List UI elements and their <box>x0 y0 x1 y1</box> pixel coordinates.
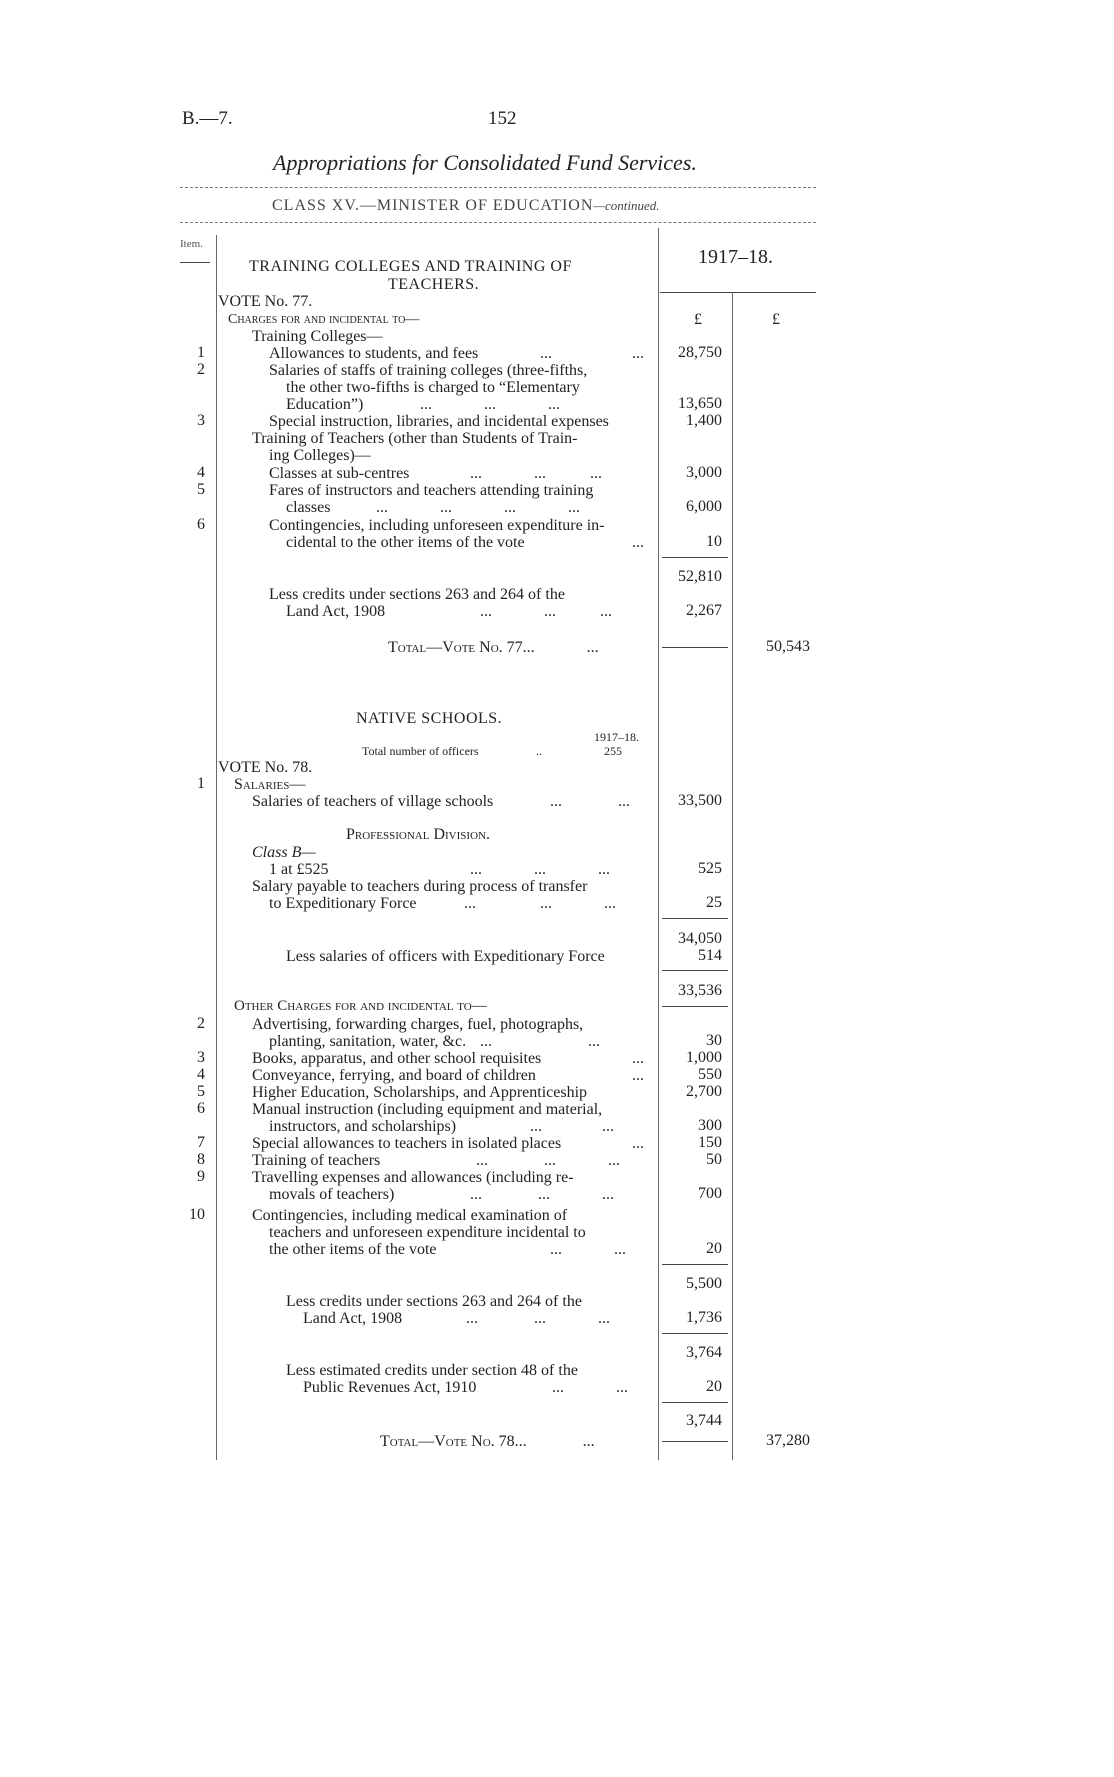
vote78-subtotal2: 33,536 <box>678 982 722 999</box>
vote78-label: VOTE No. 78. <box>218 759 313 776</box>
vote78-row2-amount: 30 <box>706 1032 722 1049</box>
vote77-total-label: Total—Vote No. 77... ... <box>388 639 599 656</box>
vote78-transfer-amount: 25 <box>706 894 722 911</box>
vote78-row8-text: Training of teachers <box>252 1152 381 1169</box>
vote77-row2-leader: ... ... ... <box>420 396 560 413</box>
vote77-row4-text: Classes at sub-centres <box>269 465 410 482</box>
vote78-row5-text: Higher Education, Scholarships, and Apprenticeship <box>252 1084 588 1101</box>
vote77-row3-amount: 1,400 <box>686 412 722 429</box>
vote77-heading-line1: TRAINING COLLEGES AND TRAINING OF <box>249 258 572 275</box>
amount-column-divider <box>658 228 659 1460</box>
class-heading-continued: —continued. <box>593 198 660 213</box>
vote77-less-leader: ... ... ... <box>480 603 612 620</box>
vote78-row6-line2: instructors, and scholarships) <box>269 1118 457 1135</box>
vote78-row6-line1: Manual instruction (including equipment and material, <box>252 1101 603 1118</box>
vote78-other-charges-heading: Other Charges for and incidental to— <box>234 998 487 1014</box>
vote78-item-5: 5 <box>197 1083 205 1100</box>
vote78-transfer-leader: ... ... ... <box>464 895 616 912</box>
vote77-item-2: 2 <box>197 361 205 378</box>
vote77-row2-amount: 13,650 <box>678 395 722 412</box>
vote78-less2-line2: Public Revenues Act, 1910 <box>303 1379 477 1396</box>
vote78-class-b-leader: ... ... ... <box>470 861 610 878</box>
vote78-row10-amount: 20 <box>706 1240 722 1257</box>
item-column-header: Item. <box>180 238 203 250</box>
vote77-heading-line2: TEACHERS. <box>388 276 480 293</box>
vote78-row9-line1: Travelling expenses and allowances (including re- <box>252 1169 574 1186</box>
header-rule <box>180 187 816 188</box>
vote78-row10-line3: the other items of the vote <box>269 1241 437 1258</box>
vote77-row4-leader: ... ... ... <box>470 465 602 482</box>
vote78-total-amount: 37,280 <box>766 1432 810 1449</box>
vote78-row4-text: Conveyance, ferrying, and board of children <box>252 1067 536 1084</box>
vote77-row5-line1: Fares of instructors and teachers attending training <box>269 482 594 499</box>
vote78-subtotal4-rule <box>662 1333 728 1334</box>
vote77-subtotal: 52,810 <box>678 568 722 585</box>
vote78-item-9: 9 <box>197 1168 205 1185</box>
vote78-subtotal5: 3,744 <box>686 1412 722 1429</box>
vote77-less-line1: Less credits under sections 263 and 264 of the <box>269 586 565 603</box>
vote78-transfer-line2: to Expeditionary Force <box>269 895 417 912</box>
vote78-salaries-text: Salaries of teachers of village schools <box>252 793 494 810</box>
vote78-less2-leader: ... ... <box>552 1379 628 1396</box>
vote78-heading: NATIVE SCHOOLS. <box>356 710 503 727</box>
vote77-row4-amount: 3,000 <box>686 464 722 481</box>
vote78-less2-line1: Less estimated credits under section 48 of the <box>286 1362 578 1379</box>
vote78-salaries-leader: ... ... <box>550 793 630 810</box>
vote77-row3-text: Special instruction, libraries, and incidental expenses <box>269 413 609 430</box>
vote77-row1-text: Allowances to students, and fees <box>269 345 479 362</box>
vote78-less1-line2: Land Act, 1908 <box>303 1310 403 1327</box>
vote78-row2-line2: planting, sanitation, water, &c. <box>269 1033 467 1050</box>
pound-sign-total: £ <box>772 311 780 328</box>
vote78-class-b-amount: 525 <box>698 860 722 877</box>
vote78-subtotal1: 34,050 <box>678 930 722 947</box>
vote78-item-4: 4 <box>197 1066 205 1083</box>
vote77-less-line2: Land Act, 1908 <box>286 603 386 620</box>
vote77-row5-leader: ... ... ... ... <box>376 499 580 516</box>
vote78-less-expeditionary-amount: 514 <box>698 947 722 964</box>
vote77-training-teachers-line2: ing Colleges)— <box>269 447 371 464</box>
vote77-item-1: 1 <box>197 344 205 361</box>
item-column-divider <box>216 235 217 1460</box>
total-column-divider <box>732 292 733 1460</box>
vote77-row6-leader: ... <box>632 534 644 551</box>
vote78-salaries-amount: 33,500 <box>678 792 722 809</box>
class-rule <box>180 222 816 223</box>
vote78-professional-division: Professional Division. <box>346 826 490 843</box>
vote77-item-4: 4 <box>197 464 205 481</box>
vote78-item-1: 1 <box>197 775 205 792</box>
vote78-less-expeditionary: Less salaries of officers with Expeditionary Force <box>286 948 605 965</box>
vote78-total-label: Total—Vote No. 78... ... <box>380 1433 595 1450</box>
vote78-row8-amount: 50 <box>706 1151 722 1168</box>
vote78-row4-amount: 550 <box>698 1066 722 1083</box>
vote78-row9-leader: ... ... ... <box>470 1186 614 1203</box>
vote77-row6-line1: Contingencies, including unforeseen expenditure in- <box>269 517 605 534</box>
vote78-row10-leader: ... ... <box>550 1241 626 1258</box>
vote77-less-amount: 2,267 <box>686 602 722 619</box>
vote78-subtotal3: 5,500 <box>686 1275 722 1292</box>
vote78-subtotal2-rule <box>662 970 728 971</box>
vote77-item-3: 3 <box>197 412 205 429</box>
vote78-row10-line2: teachers and unforeseen expenditure incidental to <box>269 1224 586 1241</box>
vote77-charges-heading: Charges for and incidental to— <box>228 312 420 327</box>
vote77-item-6: 6 <box>197 516 205 533</box>
vote77-row2-line3: Education”) <box>286 396 364 413</box>
vote77-label: VOTE No. 77. <box>218 293 313 310</box>
vote77-total-amount: 50,543 <box>766 638 810 655</box>
vote78-row9-amount: 700 <box>698 1185 722 1202</box>
vote78-officers-count: 255 <box>604 744 622 758</box>
vote77-row1-amount: 28,750 <box>678 344 722 361</box>
vote77-row5-amount: 6,000 <box>686 498 722 515</box>
class-heading-text: CLASS XV.—MINISTER OF EDUCATION <box>272 197 594 214</box>
vote78-row2-line1: Advertising, forwarding charges, fuel, photographs, <box>252 1016 584 1033</box>
vote78-item-7: 7 <box>197 1134 205 1151</box>
vote78-less1-amount: 1,736 <box>686 1309 722 1326</box>
class-heading <box>272 197 659 215</box>
vote78-transfer-line1: Salary payable to teachers during process of transfer <box>252 878 588 895</box>
vote78-row3-amount: 1,000 <box>686 1049 722 1066</box>
year-header-rule <box>660 292 816 293</box>
vote78-salaries-heading: Salaries— <box>234 776 306 793</box>
vote78-subtotal1-rule <box>662 918 728 919</box>
vote78-subtotal3-rule <box>662 1264 728 1265</box>
vote77-row6-line2: cidental to the other items of the vote <box>286 534 525 551</box>
pound-sign-amount: £ <box>694 311 702 328</box>
vote78-row3-leader: ... <box>632 1050 644 1067</box>
vote78-item-3: 3 <box>197 1049 205 1066</box>
vote78-less2-amount: 20 <box>706 1378 722 1395</box>
vote78-total-label-text: Total—Vote No. 78 <box>380 1433 515 1450</box>
vote78-row6-leader: ... ... <box>530 1118 614 1135</box>
vote78-row7-leader: ... <box>632 1135 644 1152</box>
vote78-row3-text: Books, apparatus, and other school requisites <box>252 1050 542 1067</box>
page-title: Appropriations for Consolidated Fund Services. <box>273 150 697 175</box>
vote77-total-rule <box>662 647 728 648</box>
vote78-year-small: 1917–18. <box>594 730 639 744</box>
vote77-row6-amount: 10 <box>706 533 722 550</box>
vote77-row2-line2: the other two-fifths is charged to “Elementary <box>286 379 580 396</box>
vote78-class-b: Class B— <box>252 844 316 861</box>
vote78-item-10: 10 <box>189 1206 205 1223</box>
page-number: 152 <box>488 108 517 129</box>
vote77-training-teachers-line1: Training of Teachers (other than Students of Train- <box>252 430 578 447</box>
vote78-total-rule <box>662 1441 728 1442</box>
vote78-less1-line1: Less credits under sections 263 and 264 of the <box>286 1293 582 1310</box>
vote78-officers-leader: .. <box>536 744 542 758</box>
vote78-row7-text: Special allowances to teachers in isolated places <box>252 1135 562 1152</box>
vote78-subtotal4: 3,764 <box>686 1344 722 1361</box>
vote78-row2-leader: ... ... <box>480 1033 600 1050</box>
vote78-less1-leader: ... ... ... <box>466 1310 610 1327</box>
year-column-header: 1917–18. <box>698 246 773 268</box>
vote78-subtotal5-rule <box>662 1402 728 1403</box>
vote77-training-colleges: Training Colleges— <box>252 328 383 345</box>
vote77-row5-line2: classes <box>286 499 331 516</box>
document-reference: B.—7. <box>182 108 233 129</box>
vote78-item-2: 2 <box>197 1015 205 1032</box>
vote78-row9-line2: movals of teachers) <box>269 1186 395 1203</box>
vote78-class-b-row: 1 at £525 <box>269 861 329 878</box>
vote78-row5-amount: 2,700 <box>686 1083 722 1100</box>
vote78-row4-leader: ... <box>632 1067 644 1084</box>
vote78-item-6: 6 <box>197 1100 205 1117</box>
vote78-row7-amount: 150 <box>698 1134 722 1151</box>
vote77-row2-line1: Salaries of staffs of training colleges (three-fifths, <box>269 362 588 379</box>
vote78-item-8: 8 <box>197 1151 205 1168</box>
vote78-subtotal2-underline <box>662 1006 728 1007</box>
vote77-item-5: 5 <box>197 481 205 498</box>
vote78-row6-amount: 300 <box>698 1117 722 1134</box>
vote78-row8-leader: ... ... ... <box>476 1152 620 1169</box>
vote78-row10-line1: Contingencies, including medical examination of <box>252 1207 568 1224</box>
vote77-row1-leader: ... ... <box>540 345 644 362</box>
vote77-total-label-text: Total—Vote No. 77 <box>388 639 523 656</box>
vote77-subtotal-rule <box>662 557 728 558</box>
item-header-rule <box>180 262 210 263</box>
vote78-officers-label: Total number of officers <box>362 744 479 758</box>
